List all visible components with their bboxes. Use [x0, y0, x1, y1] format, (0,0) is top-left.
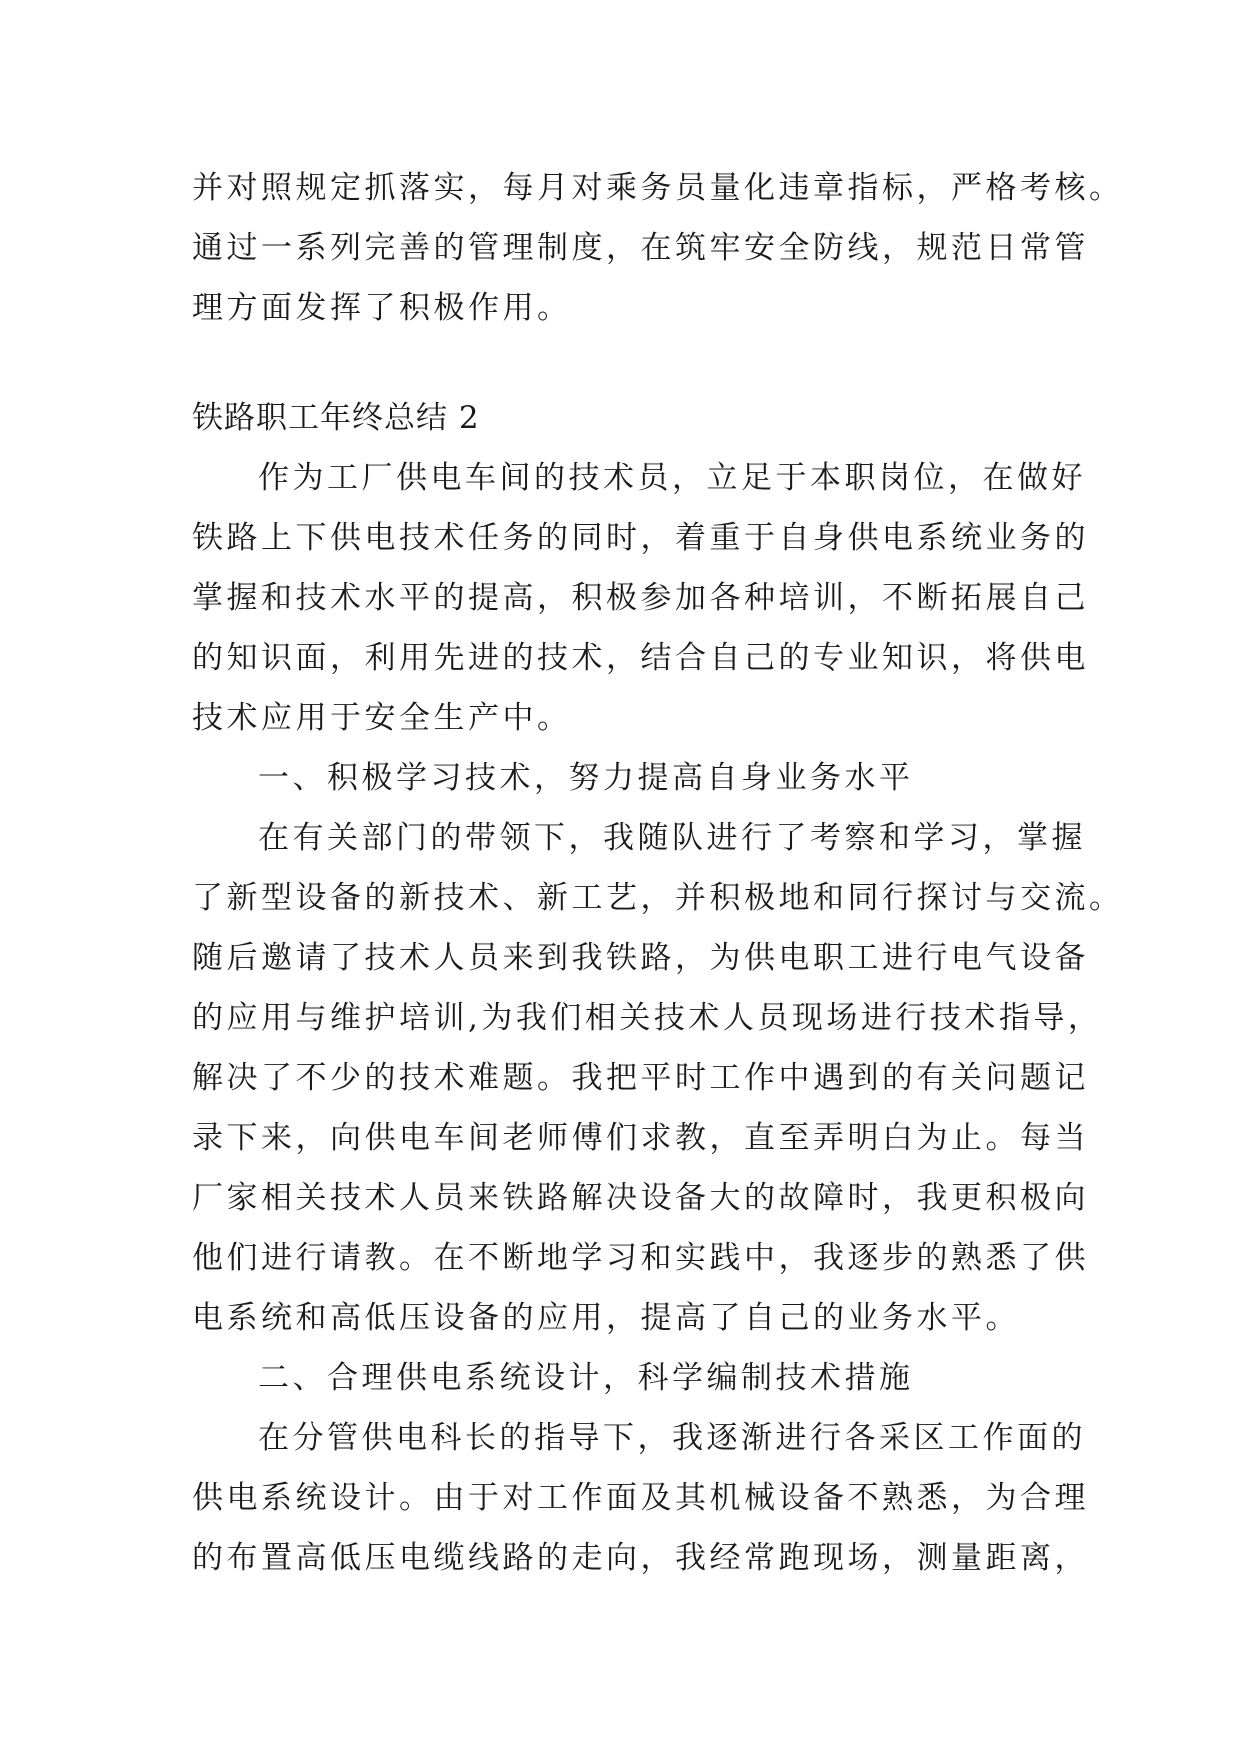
paragraph-line: 他们进行请教。在不断地学习和实践中，我逐步的熟悉了供 — [192, 1240, 1089, 1276]
paragraph-line: 供电系统设计。由于对工作面及其机械设备不熟悉，为合理 — [192, 1480, 1089, 1516]
paragraph-line: 的布置高低压电缆线路的走向，我经常跑现场，测量距离， — [192, 1540, 1089, 1576]
paragraph-line: 电系统和高低压设备的应用，提高了自己的业务水平。 — [192, 1300, 1020, 1336]
paragraph-line: 的应用与维护培训,为我们相关技术人员现场进行技术指导， — [192, 1000, 1103, 1036]
paragraph-line: 铁路上下供电技术任务的同时，着重于自身供电系统业务的 — [192, 520, 1089, 556]
paragraph-line: 了新型设备的新技术、新工艺，并积极地和同行探讨与交流。 — [192, 880, 1124, 916]
paragraph-line: 一、积极学习技术，努力提高自身业务水平 — [258, 760, 914, 796]
continuation-line-3: 理方面发挥了积极作用。 — [192, 290, 572, 326]
paragraph-line: 厂家相关技术人员来铁路解决设备大的故障时，我更积极向 — [192, 1180, 1089, 1216]
paragraph-line: 技术应用于安全生产中。 — [192, 700, 572, 736]
paragraph-line: 随后邀请了技术人员来到我铁路，为供电职工进行电气设备 — [192, 940, 1089, 976]
paragraph-line: 在有关部门的带领下，我随队进行了考察和学习，掌握 — [258, 820, 1086, 856]
paragraph-line: 掌握和技术水平的提高，积极参加各种培训，不断拓展自己 — [192, 580, 1089, 616]
section-gap — [192, 338, 1052, 388]
document-body — [192, 158, 1124, 1588]
continuation-line-2: 通过一系列完善的管理制度，在筑牢安全防线，规范日常管 — [192, 230, 1089, 266]
continuation-line-1: 并对照规定抓落实，每月对乘务员量化违章指标，严格考核。 — [192, 170, 1124, 206]
paragraph-line: 录下来，向供电车间老师傅们求教，直至弄明白为止。每当 — [192, 1120, 1089, 1156]
paragraph-line: 二、合理供电系统设计，科学编制技术措施 — [258, 1360, 914, 1396]
paragraph-line: 解决了不少的技术难题。我把平时工作中遇到的有关问题记 — [192, 1060, 1089, 1096]
paragraph-line: 的知识面，利用先进的技术，结合自己的专业知识，将供电 — [192, 640, 1089, 676]
paragraph-line: 在分管供电科长的指导下，我逐渐进行各采区工作面的 — [258, 1420, 1086, 1456]
paragraph-line: 作为工厂供电车间的技术员，立足于本职岗位，在做好 — [258, 460, 1086, 496]
section-body — [192, 448, 1124, 1588]
section-title: 铁路职工年终总结 2 — [192, 400, 480, 436]
